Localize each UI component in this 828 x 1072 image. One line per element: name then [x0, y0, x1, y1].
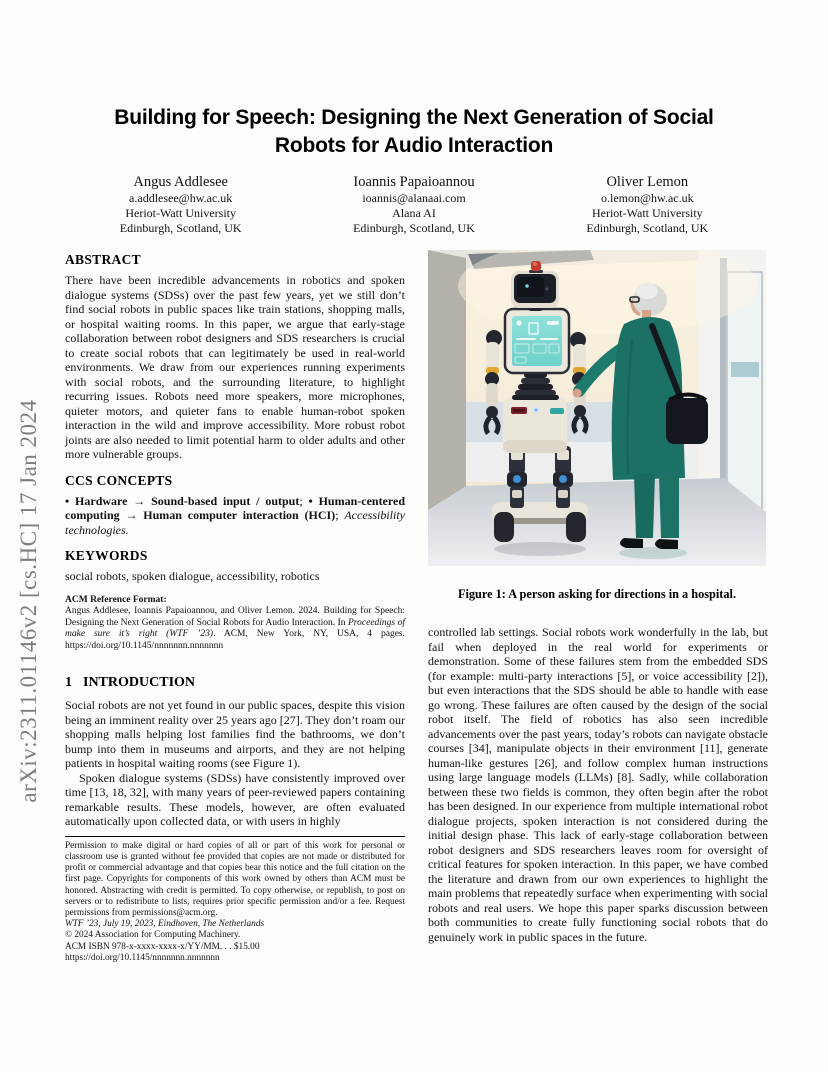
doi-link[interactable]: https://doi.org/10.1145/nnnnnnn.nnnnnnn	[65, 952, 220, 963]
robot-reflection	[494, 542, 586, 556]
floor	[428, 478, 766, 566]
author-affiliation: Alana AI	[392, 206, 436, 220]
author-block	[64, 173, 764, 236]
conference-line: WTF ’23, July 19, 2023, Eindhoven, The Netherlands	[65, 919, 265, 930]
author-email: o.lemon@hw.ac.uk	[601, 191, 694, 205]
arxiv-watermark: arXiv:2311.01146v2 [cs.HC] 17 Jan 2024	[16, 399, 41, 803]
figure-1	[428, 250, 766, 602]
isbn-line: ACM ISBN 978-x-xxxx-xxxx-x/YY/MM. . . $15.00	[65, 941, 260, 952]
right-column	[428, 250, 768, 944]
introduction-para-1: Social robots are not yet found in our public spaces, despite this vision being an imminent reality over 25 years ago [27]. They don’t roam our shopping malls helping lost families find the bathrooms, we don’t bump into them in museums and airports, and they are not helping patients in hospital waiting rooms (see Figure 1).	[65, 698, 405, 771]
paper-title: Building for Speech: Designing the Next Generation of Social Robots for Audio Interaction	[114, 106, 714, 157]
author-1	[64, 173, 297, 236]
acm-reference-block	[65, 595, 405, 653]
author-3	[531, 173, 764, 236]
keywords-text: social robots, spoken dialogue, accessibility, robotics	[65, 569, 320, 583]
keywords-heading: KEYWORDS	[65, 548, 148, 563]
acm-reference-heading: ACM Reference Format:	[65, 594, 167, 605]
introduction-para-2: Spoken dialogue systems (SDSs) have consistently improved over time [13, 18, 32], with many years of peer-reviewed papers containing remarkable results. These models, however, are often evaluated automatically upon collected data, or with users in highly	[65, 770, 405, 829]
right-column-text: controlled lab settings. Social robots work wonderfully in the lab, but fail when deployed in the real world for experiments or demonstration. Some of these failures stem from the embedded SDS (for example: multi-party interactions [5], or voice accessibility [2]), but even interactions that the SDS should be able to handle with ease go wrong. These failures are often caused by the design of the social robot itself. The field of robotics has also seen incredible advancements over the past years, today’s robots can navigate obstacle courses [34], manipulate objects in their environment [11], generate human-like gestures [26], and follow complex human instructions using large language models (LLMs) [8]. Sadly, while collaboration between these two fields is common, they often begin after the robot has been designed. In our experience from multiple international robot dialogue projects, spoken interaction is not considered during the initial design phase. This lack of early-stage collaboration between robot designers and SDS researchers leaves room for oversight of critical features for spoken interaction. In this paper, we have combed the literature and drawn from our own experiences to highlight the main problems that repeatedly surface when experimenting with social robots and real users. We hope this paper sparks discussion between both communities to create fully functioning social robots that do genuinely work in public spaces in the future.	[428, 625, 768, 944]
figure-1-image	[428, 250, 766, 566]
author-email: a.addlesee@hw.ac.uk	[129, 191, 233, 205]
author-affiliation: Heriot-Watt University	[591, 206, 703, 220]
author-name: Ioannis Papaioannou	[353, 174, 475, 190]
abstract-text: There have been incredible advancements in robotics and spoken dialogue systems (SDSs) over the past few years, yet we still don’t find social robots in public spaces like train stations, shopping malls, or hospital waiting rooms. In this paper, we argue that early-stage collaboration between robot designers and SDS researchers is crucial to create social robots that can legitimately be used in real-world environments. We draw from our experiences running experiments with social robots, and the surrounding literature, to highlight recurring issues. Robots need more speakers, more microphones, quieter motors, and quieter fans to enable human-robot spoken interaction in the wild and improve accessibility. More robust robot joints are also needed to limit potential harm to older adults and other more vulnerable groups.	[65, 273, 405, 461]
left-column	[65, 252, 405, 964]
author-name: Angus Addlesee	[133, 174, 228, 190]
author-location: Edinburgh, Scotland, UK	[586, 221, 709, 235]
introduction-heading	[65, 674, 405, 692]
author-location: Edinburgh, Scotland, UK	[353, 221, 475, 235]
author-email: ioannis@alanaai.com	[362, 191, 466, 205]
window-sign	[731, 362, 759, 377]
copyright-line: © 2024 Association for Computing Machinery.	[65, 930, 241, 941]
author-affiliation: Heriot-Watt University	[125, 206, 236, 220]
abstract-heading: ABSTRACT	[65, 252, 141, 267]
author-location: Edinburgh, Scotland, UK	[119, 221, 242, 235]
section-number: 1	[65, 675, 72, 691]
acm-reference-text: Angus Addlesee, Ioannis Papaioannou, and Oliver Lemon. 2024. Building for Speech: Designing the Next Generation of Social Robots for Audio Interaction. In Proceedings of make sure it’s right (WTF ’23). ACM, New York, NY, USA, 4 pages. https://doi.org/10.1145/nnnnnnn.nnnnnnn	[65, 606, 405, 651]
author-name: Oliver Lemon	[606, 174, 689, 190]
figure-caption: Figure 1: A person asking for directions in a hospital.	[457, 587, 737, 601]
author-2	[297, 173, 530, 236]
ccs-text: • Hardware → Sound-based input / output; • Human-centered computing → Human computer interaction (HCI); Accessibility technologies.	[65, 493, 405, 537]
section-title: INTRODUCTION	[83, 675, 196, 691]
permission-text: Permission to make digital or hard copies of all or part of this work for personal or classroom use is granted without fee provided that copies are not made or distributed for profit or commercial advantage and that copies bear this notice and the full citation on the first page. Copyrights for components of this work owned by others than ACM must be honored. Abstracting with credit is permitted. To copy otherwise, or republish, to post on servers or to redistribute to lists, requires prior specific permission and/or a fee. Request permissions from permissions@acm.org.	[65, 840, 405, 918]
ccs-heading: CCS CONCEPTS	[65, 472, 173, 488]
footnote-block	[65, 836, 405, 964]
